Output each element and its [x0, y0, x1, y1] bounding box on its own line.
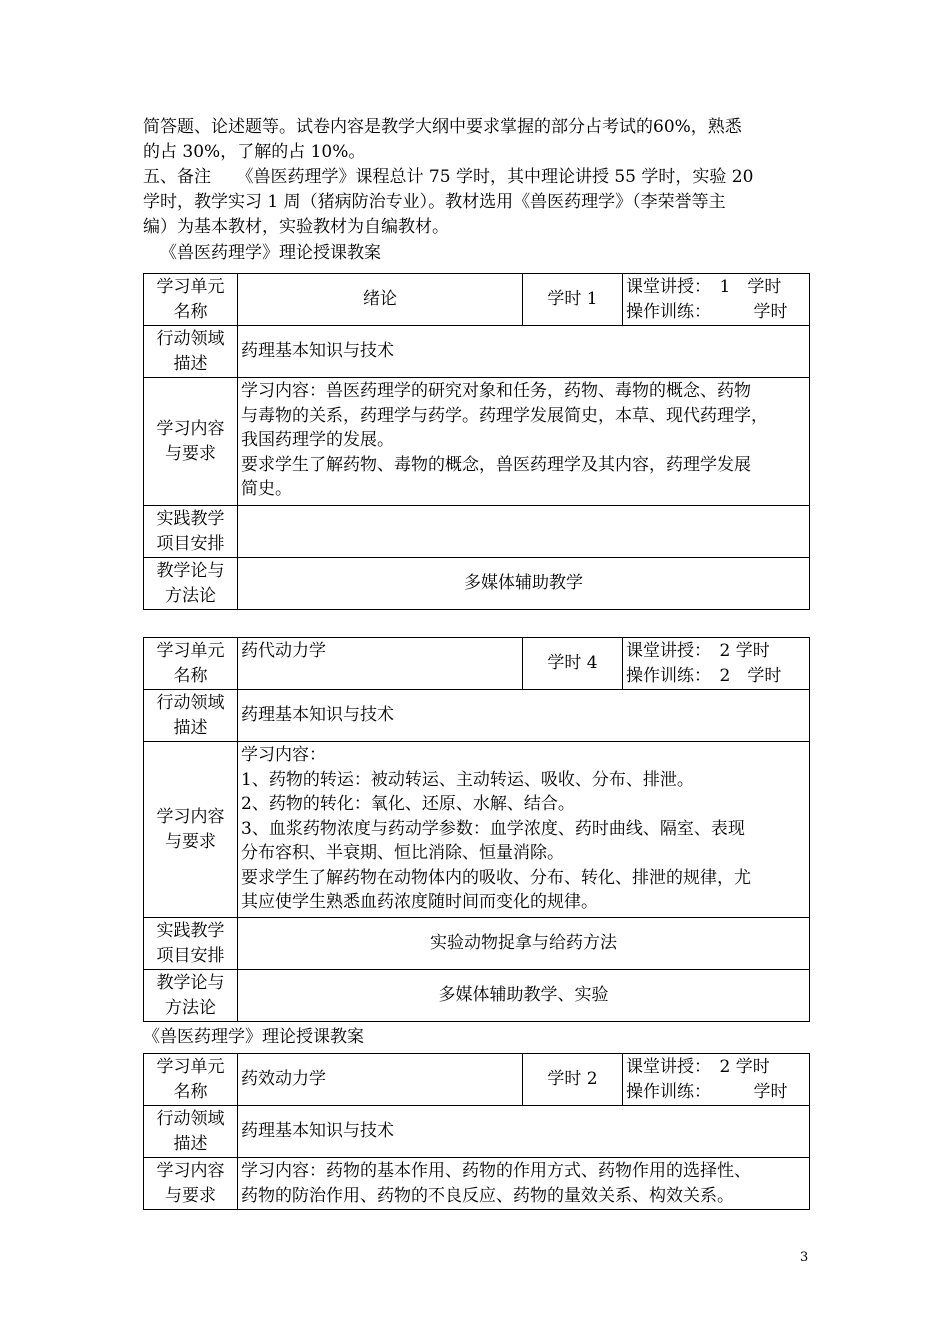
domain-label: 行动领域 描述 [144, 690, 238, 742]
content-value: 学习内容： 1、药物的转运：被动转运、主动转运、吸收、分布、排泄。 2、药物的转化：氧化、还原、水解、结合。 3、血浆药物浓度与药动学参数：血学浓度、药时曲线、隔室、表现 分布容积、半衰期、恒比消除、恒量消除。 要求学生了解药物在动物体内的吸收、分布、转化、排泄的规律，尤 其应使学生熟悉血药浓度随时间而变化的规律。 [238, 742, 810, 918]
practice-value [238, 506, 810, 558]
practice-label: 实践教学 项目安排 [144, 918, 238, 970]
domain-value: 药理基本知识与技术 [238, 690, 810, 742]
unit-row [144, 638, 810, 690]
practice-value: 实验动物捉拿与给药方法 [238, 918, 810, 970]
practice-label: 实践教学 项目安排 [144, 506, 238, 558]
unit-name-label: 学习单元 名称 [144, 1054, 238, 1106]
intro-line-4: 学时，教学实习 1 周（猪病防治专业）。教材选用《兽医药理学》（李荣誉等主 [143, 192, 726, 212]
unit-row [144, 274, 810, 326]
lesson-plan-table-1 [143, 273, 810, 610]
table-caption-1: 《兽医药理学》理论授课教案 [160, 243, 381, 263]
intro-line-5: 编）为基本教材，实验教材为自编教材。 [143, 217, 449, 237]
table-caption-2: 《兽医药理学》理论授课教案 [143, 1027, 364, 1047]
unit-row [144, 1054, 810, 1106]
content-row [144, 378, 810, 506]
method-row [144, 558, 810, 610]
content-label: 学习内容 与要求 [144, 742, 238, 918]
method-value: 多媒体辅助教学、实验 [238, 970, 810, 1022]
domain-label: 行动领域 描述 [144, 1106, 238, 1158]
content-label: 学习内容 与要求 [144, 1158, 238, 1210]
method-label: 教学论与 方法论 [144, 558, 238, 610]
intro-line-3: 五、备注 《兽医药理学》课程总计 75 学时，其中理论讲授 55 学时，实验 20 [143, 167, 754, 187]
method-label: 教学论与 方法论 [144, 970, 238, 1022]
intro-line-1: 简答题、论述题等。试卷内容是教学大纲中要求掌握的部分占考试的60%，熟悉 [143, 117, 742, 137]
hours-value: 学时 4 [523, 638, 623, 690]
lesson-plan-table-2 [143, 637, 810, 1022]
domain-label: 行动领域 描述 [144, 326, 238, 378]
domain-row [144, 326, 810, 378]
content-value: 学习内容：药物的基本作用、药物的作用方式、药物作用的选择性、 药物的防治作用、药物的不良反应、药物的量效关系、构效关系。 [238, 1158, 810, 1210]
content-value: 学习内容：兽医药理学的研究对象和任务，药物、毒物的概念、药物 与毒物的关系，药理学与药学。药理学发展简史，本草、现代药理学， 我国药理学的发展。 要求学生了解药物、毒物的概念，兽医药理学及其内容，药理学发展 简史。 [238, 378, 810, 506]
content-row [144, 742, 810, 918]
unit-name-value: 绪论 [238, 274, 523, 326]
content-label: 学习内容 与要求 [144, 378, 238, 506]
practice-row [144, 918, 810, 970]
unit-name-value: 药效动力学 [238, 1054, 523, 1106]
unit-name-label: 学习单元 名称 [144, 638, 238, 690]
domain-value: 药理基本知识与技术 [238, 1106, 810, 1158]
method-row [144, 970, 810, 1022]
page-number: 3 [800, 1250, 809, 1265]
domain-row [144, 1106, 810, 1158]
unit-name-label: 学习单元 名称 [144, 274, 238, 326]
hours-value: 学时 1 [523, 274, 623, 326]
practice-row [144, 506, 810, 558]
lesson-plan-table-3 [143, 1053, 810, 1210]
method-value: 多媒体辅助教学 [238, 558, 810, 610]
intro-line-2: 的占 30%，了解的占 10%。 [143, 142, 366, 162]
domain-value: 药理基本知识与技术 [238, 326, 810, 378]
hours-breakdown: 课堂讲授： 1 学时 操作训练： 学时 [623, 274, 810, 326]
hours-breakdown: 课堂讲授： 2 学时 操作训练： 2 学时 [623, 638, 810, 690]
domain-row [144, 690, 810, 742]
unit-name-value: 药代动力学 [238, 638, 523, 690]
hours-value: 学时 2 [523, 1054, 623, 1106]
content-row [144, 1158, 810, 1210]
hours-breakdown: 课堂讲授： 2 学时 操作训练： 学时 [623, 1054, 810, 1106]
